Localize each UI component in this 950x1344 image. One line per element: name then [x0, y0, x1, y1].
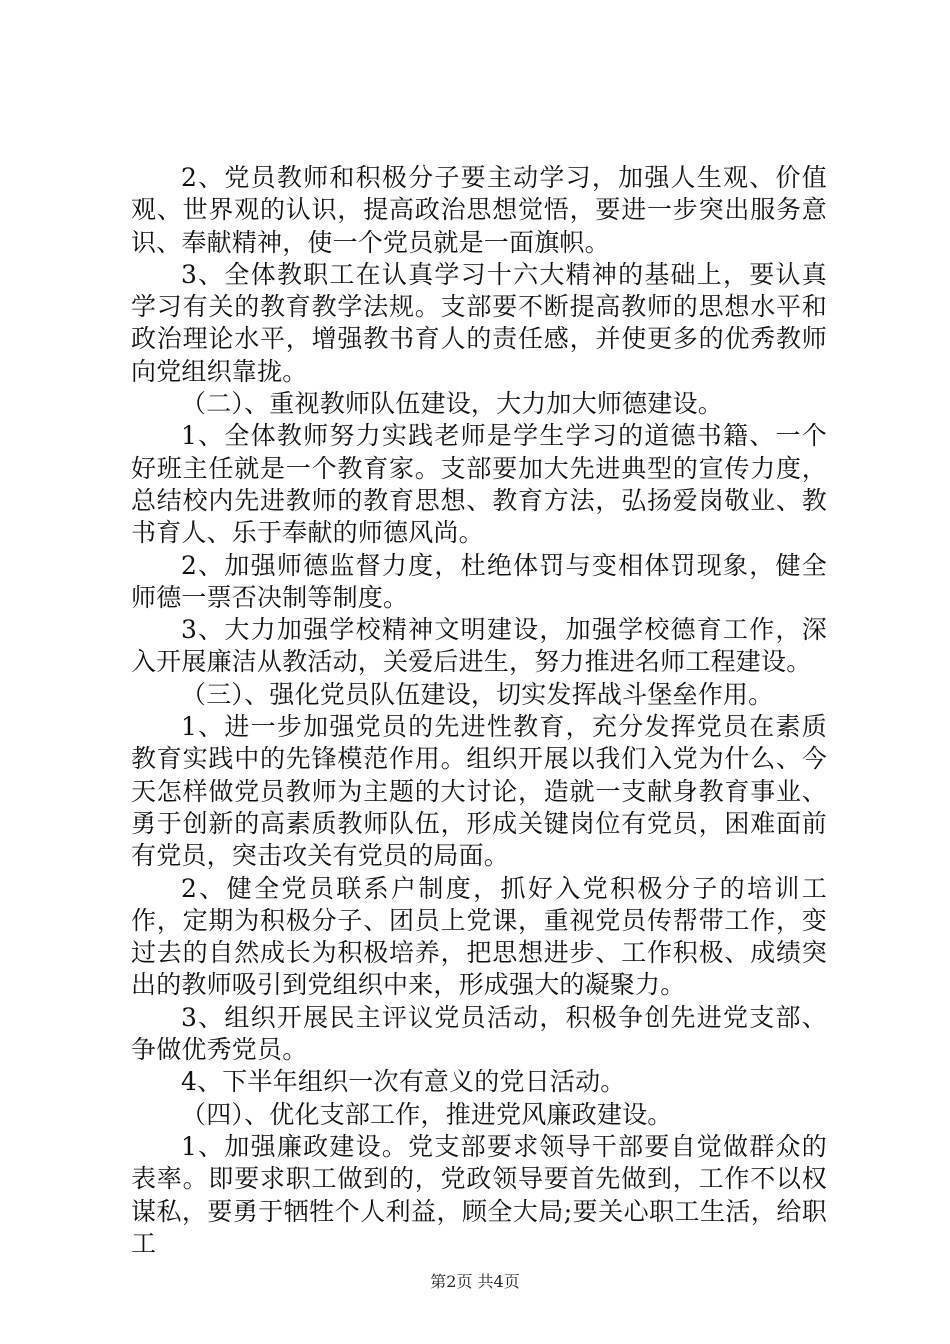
paragraph-5: 3、大力加强学校精神文明建设，加强学校德育工作，深入开展廉洁从教活动，关爱后进生，努力推进名师工程建设。 — [131, 615, 827, 677]
page-number-label: 第2页 共4页 — [430, 1272, 520, 1291]
section-heading-2: （二）、重视教师队伍建设，大力加大师德建设。 — [181, 389, 723, 419]
document-body — [131, 162, 827, 1260]
paragraph-4: 2、加强师德监督力度，杜绝体罚与变相体罚现象，健全师德一票否决制等制度。 — [131, 550, 827, 612]
section-heading-3: （三）、强化党员队伍建设，切实发挥战斗堡垒作用。 — [181, 679, 774, 709]
paragraph-8: 3、组织开展民主评议党员活动，积极争创先进党支部、争做优秀党员。 — [131, 1002, 827, 1065]
paragraph-3: 1、全体教师努力实践老师是学生学习的道德书籍、一个好班主任就是一个教育家。支部要加大先进典型的宣传力度，总结校内先进教师的教育思想、教育方法，弘扬爱岗敬业、教书育人、乐于奉献的师德风尚。 — [131, 421, 827, 548]
paragraph-9: 4、下半年组织一次有意义的党日活动。 — [181, 1067, 626, 1097]
section-heading-4: （四）、优化支部工作，推进党风廉政建设。 — [181, 1099, 673, 1129]
paragraph-6: 1、进一步加强党员的先进性教育，充分发挥党员在素质教育实践中的先锋模范作用。组织开展以我们入党为什么、今天怎样做党员教师为主题的大讨论，造就一支献身教育事业、勇于创新的高素质教师队伍，形成关键岗位有党员，困难面前有党员，突击攻关有党员的局面。 — [131, 712, 827, 871]
paragraph-2: 3、全体教职工在认真学习十六大精神的基础上，要认真学习有关的教育教学法规。支部要不断提高教师的思想水平和政治理论水平，增强教书育人的责任感，并使更多的优秀教师向党组织靠拢。 — [131, 259, 827, 386]
paragraph-1: 2、党员教师和积极分子要主动学习，加强人生观、价值观、世界观的认识，提高政治思想觉悟，要进一步突出服务意识、奉献精神，使一个党员就是一面旗帜。 — [131, 163, 827, 257]
paragraph-10: 1、加强廉政建设。党支部要求领导干部要自觉做群众的表率。即要求职工做到的，党政领导要首先做到，工作不以权谋私，要勇于牺牲个人利益，顾全大局;要关心职工生活，给职工 — [131, 1131, 827, 1258]
paragraph-7: 2、健全党员联系户制度，抓好入党积极分子的培训工作，定期为积极分子、团员上党课，重视党员传帮带工作，变过去的自然成长为积极培养，把思想进步、工作积极、成绩突出的教师吸引到党组织中来，形成强大的凝聚力。 — [131, 873, 827, 1000]
page-footer — [0, 1272, 950, 1292]
